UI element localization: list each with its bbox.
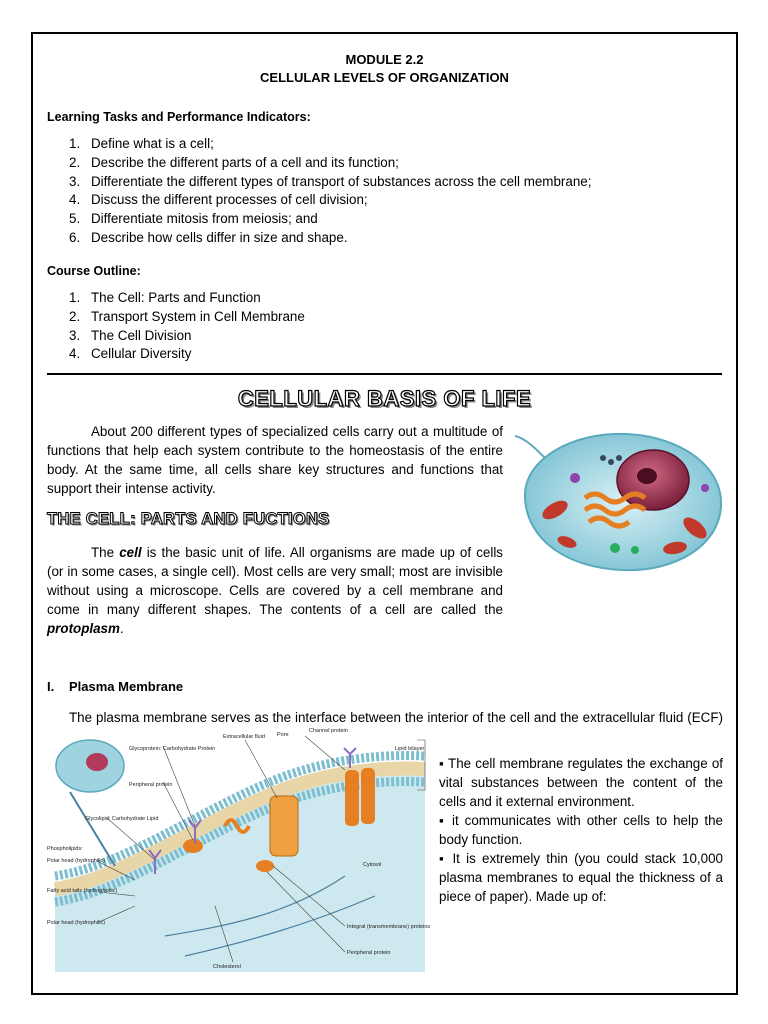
label-integral-proteins: Integral (transmembrane) proteins [347,924,431,930]
list-item: 2. Transport System in Cell Membrane [69,308,305,324]
module-number: MODULE 2.2 [345,52,424,67]
label-glycolipid: Glycolipid: Carbohydrate Lipid [85,816,159,822]
list-item: 3. The Cell Division [69,327,192,343]
course-outline-list [69,289,305,364]
label-channel-protein: Channel protein [309,728,348,734]
bullet-item: ▪ it communicates with other cells to help the body function. [439,813,723,847]
bullet-item: ▪ It is extremely thin (you could stack 10,000 plasma membranes to equal the thickness of a piece of paper). Made up of: [439,851,723,904]
plasma-membrane-intro: The plasma membrane serves as the interface between the interior of the cell and the extracellular fluid (ECF) [69,710,723,725]
plasma-membrane-bullets [439,754,723,906]
label-cytosol: Cytosol [363,862,382,868]
animal-cell-illustration [515,418,729,578]
section-title: THE CELL: PARTS AND FUCTIONS [47,510,330,528]
bullet-item: ▪ The cell membrane regulates the exchange of vital substances between the content of the cells and it external environment. [439,756,723,809]
module-header [33,51,736,87]
main-title: CELLULAR BASIS OF LIFE [237,386,532,411]
label-lipid-bilayer: Lipid bilayer [395,746,425,752]
learning-tasks-heading: Learning Tasks and Performance Indicators: [47,110,311,124]
cell-paragraph: The cell is the basic unit of life. All organisms are made up of cells (or in some cases, a single cell). Most cells are very small; most are invisible without using a microscope. Cells are covered by a cell membrane and come in many different shapes. The contents of a cell are called the protoplasm. [47,545,504,636]
label-pore: Pore [277,732,289,738]
list-item: 5. Differentiate mitosis from meiosis; and [69,211,318,227]
list-item: 2. Describe the different parts of a cell and its function; [69,154,399,170]
label-polar-head-bottom: Polar head (hydrophilic) [47,920,106,926]
plasma-membrane-diagram [45,726,431,972]
document-page [31,32,738,995]
list-item: 6. Describe how cells differ in size and shape. [69,229,348,245]
list-item: 4. Discuss the different processes of cell division; [69,192,368,208]
list-item: 1. The Cell: Parts and Function [69,290,261,305]
label-peripheral-protein-bottom: Peripheral protein [347,950,391,956]
list-item: 3. Differentiate the different types of transport of substances across the cell membrane; [69,173,592,189]
label-glycoprotein: Glycoprotein: Carbohydrate Protein [129,746,216,752]
course-outline-heading: Course Outline: [47,264,141,278]
label-fatty-acid-tails: Fatty acid tails (hydrophobic) [47,888,118,894]
learning-tasks-list [69,135,591,248]
plasma-membrane-heading: I. Plasma Membrane [47,679,184,694]
term-protoplasm: protoplasm [47,621,120,636]
intro-paragraph: About 200 different types of specialized cells carry out a multitude of functions that help each system contribute to the homeostasis of the entire body. At the same time, all cells share key structures and functions that support their intense activity. [47,424,503,496]
label-extracellular-fluid: Extracellular fluid [223,734,265,740]
label-polar-head-top: Polar head (hydrophilic) [47,858,106,864]
label-phospholipids: Phospholipids: [47,846,83,852]
label-cholesterol: Cholesterol [213,964,241,970]
term-cell: cell [119,545,142,560]
label-peripheral-protein-top: Peripheral protein [129,782,173,788]
list-item: 4. Cellular Diversity [69,346,192,362]
section-divider [47,373,722,375]
module-subtitle: CELLULAR LEVELS OF ORGANIZATION [260,70,509,85]
list-item: 1. Define what is a cell; [69,136,214,151]
